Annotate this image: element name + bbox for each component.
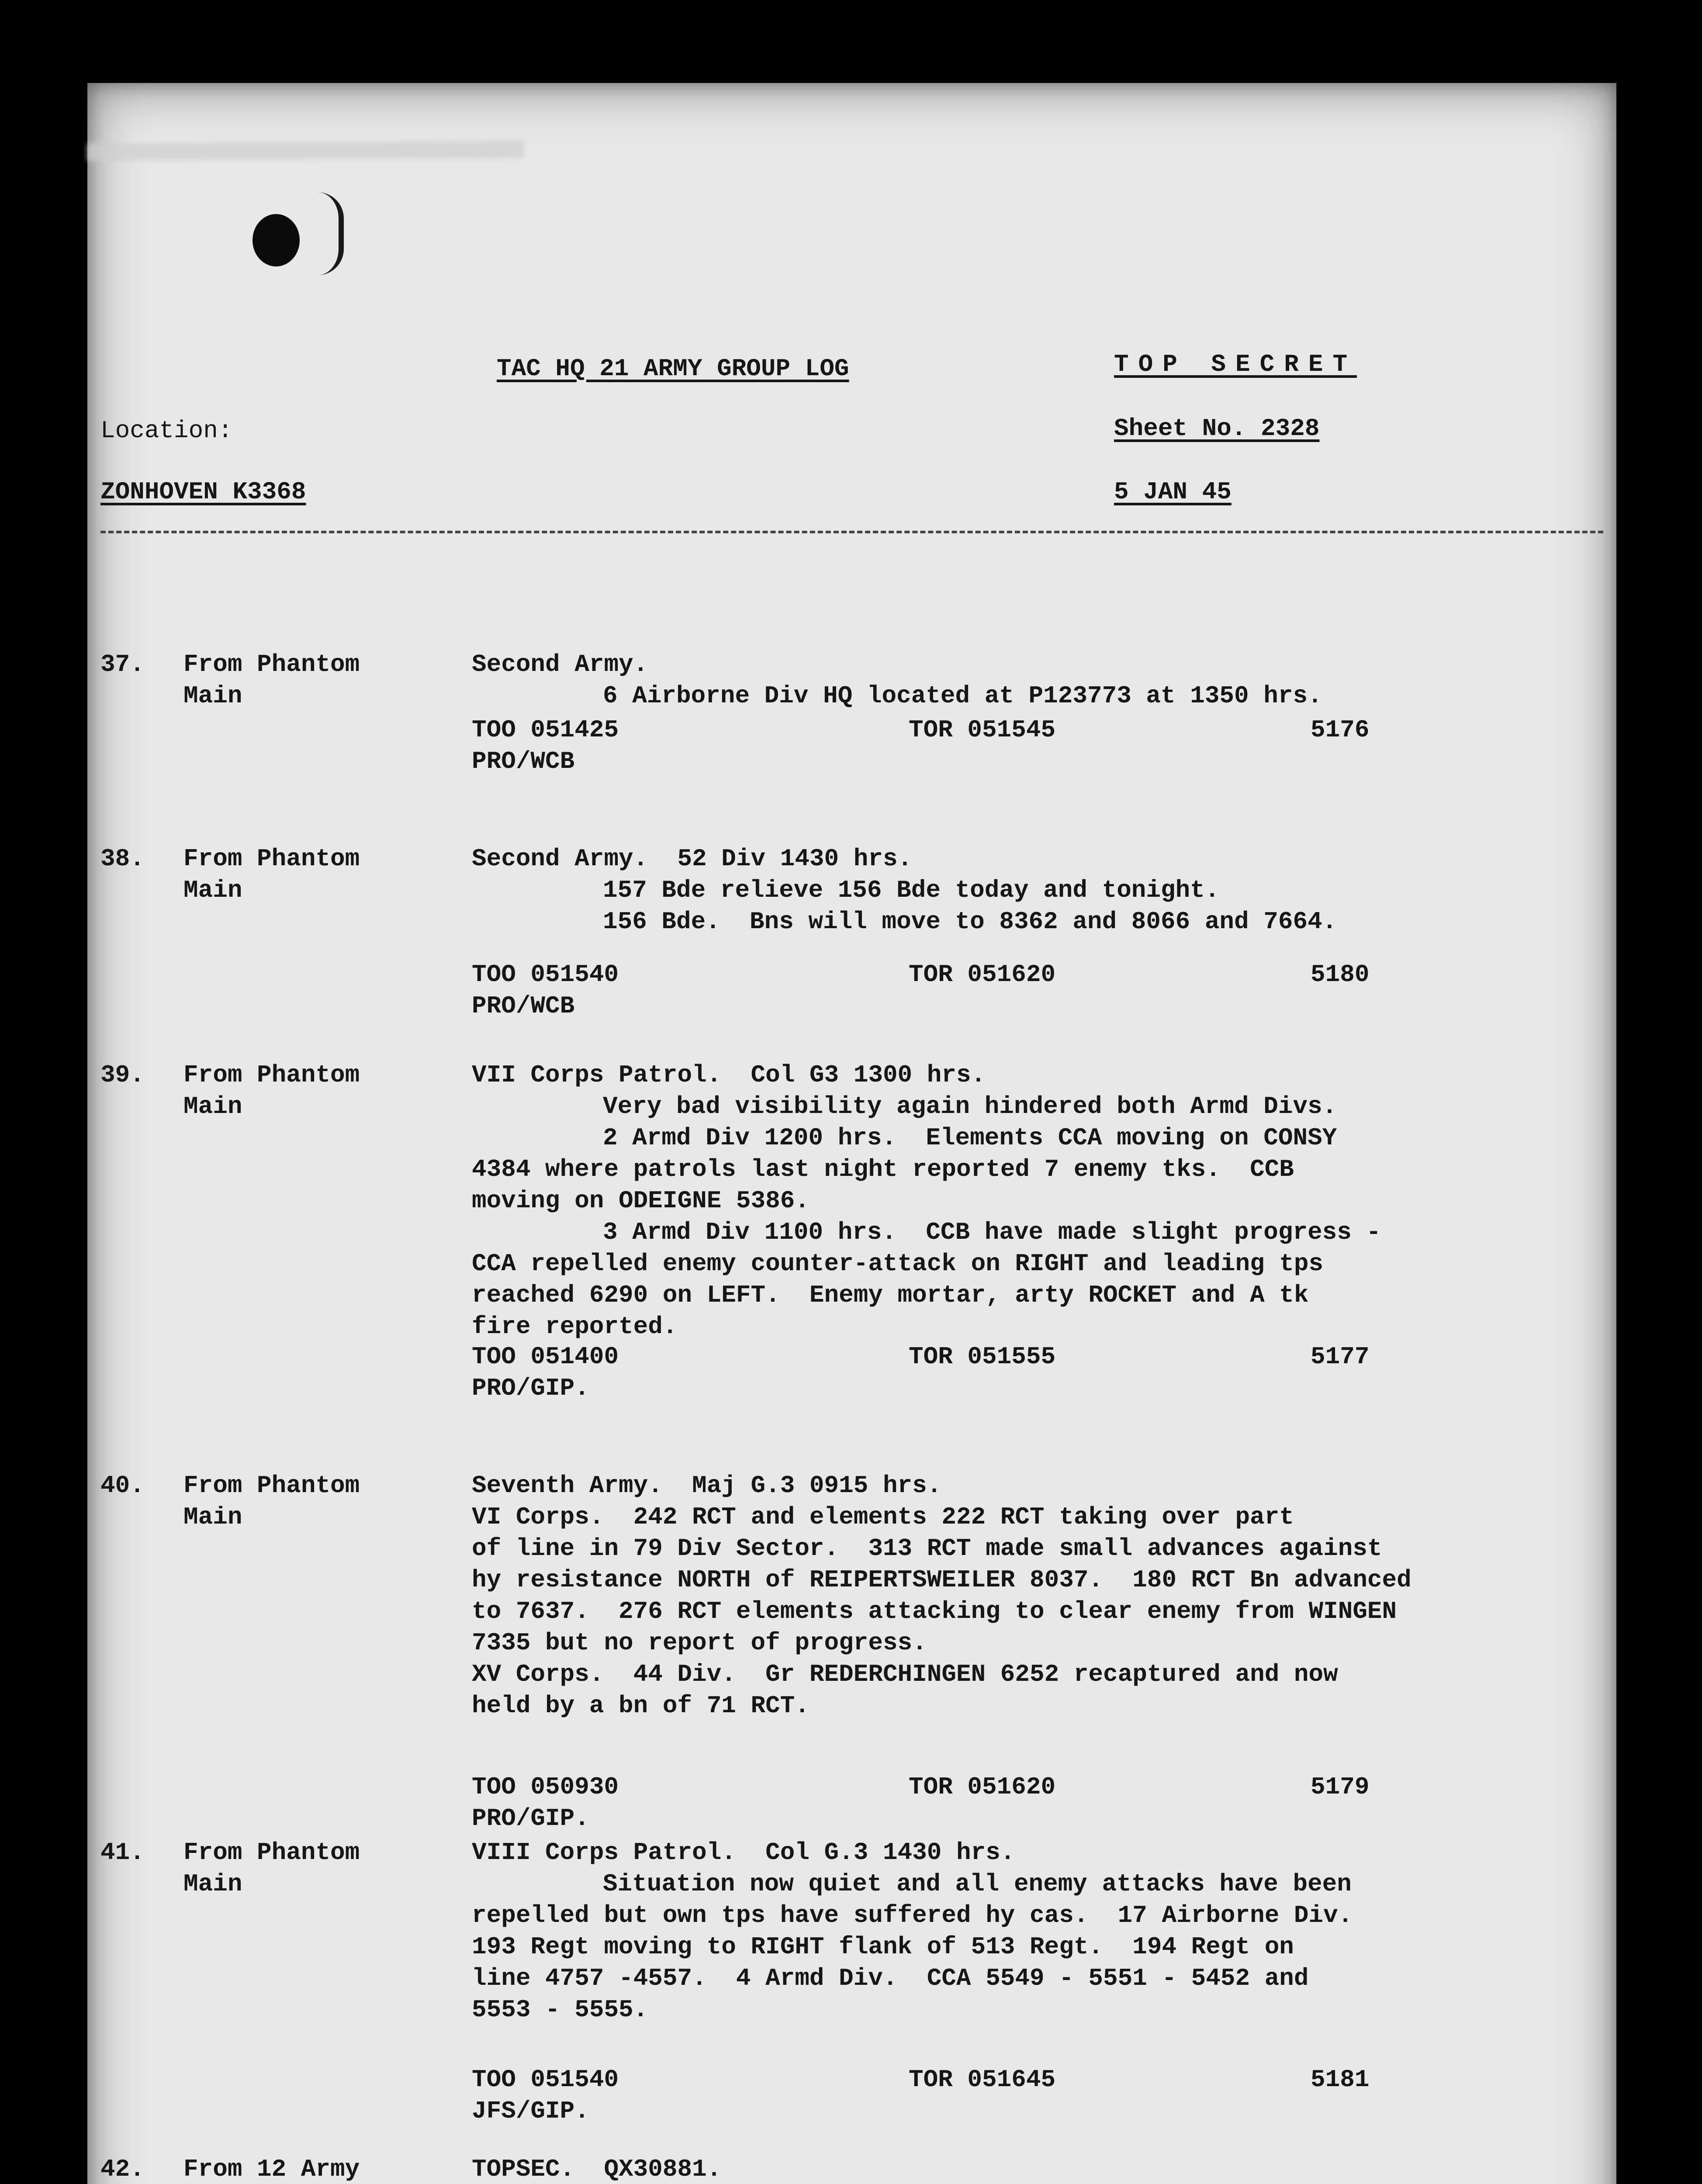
paper-edge-shadow	[87, 141, 524, 161]
entry-number: 40.	[100, 1472, 145, 1500]
log-sheet	[87, 83, 1616, 2184]
entry-source: From Phantom	[183, 1838, 360, 1866]
entry-source: From Phantom	[183, 650, 360, 678]
operator-code: PRO/GIP.	[472, 1804, 589, 1832]
entry-body-line: Second Army.	[472, 650, 648, 678]
entry-number: 38.	[100, 845, 145, 873]
tor-time: TOR 051620	[909, 961, 1056, 988]
entry-body-line: fire reported.	[472, 1313, 678, 1341]
entry-source: From 12 Army	[183, 2155, 360, 2183]
entry-body-line: held by a bn of 71 RCT.	[472, 1692, 809, 1720]
operator-code: PRO/WCB	[472, 747, 575, 775]
entry-number: 42.	[100, 2155, 145, 2183]
operator-code: JFS/GIP.	[472, 2097, 589, 2125]
message-ref: 5181	[1311, 2066, 1370, 2094]
entry-body-line: 4384 where patrols last night reported 7 enemy tks. CCB	[472, 1155, 1294, 1183]
too-time: TOO 051540	[472, 2066, 619, 2094]
entry-source: Main	[183, 682, 242, 710]
entry-body-line: hy resistance NORTH of REIPERTSWEILER 8037. 180 RCT Bn advanced	[472, 1566, 1411, 1594]
entry-body-line: to 7637. 276 RCT elements attacking to clear enemy from WINGEN	[472, 1597, 1397, 1625]
operator-code: PRO/GIP.	[472, 1374, 589, 1402]
entry-body-line: TOPSEC. QX30881.	[472, 2155, 722, 2183]
message-ref: 5176	[1311, 716, 1370, 744]
entry-body-line: VII Corps Patrol. Col G3 1300 hrs.	[472, 1061, 986, 1089]
entry-body-line: VI Corps. 242 RCT and elements 222 RCT taking over part	[472, 1503, 1294, 1531]
too-time: TOO 050930	[472, 1773, 619, 1801]
tor-time: TOR 051555	[909, 1343, 1056, 1371]
entry-source: Main	[183, 876, 242, 904]
message-ref: 5180	[1311, 961, 1370, 988]
message-ref: 5179	[1311, 1773, 1370, 1801]
sheet-number: Sheet No. 2328	[1114, 415, 1320, 442]
tor-time: TOR 051545	[909, 716, 1056, 744]
entry-body-line: moving on ODEIGNE 5386.	[472, 1187, 809, 1215]
entry-source: Main	[183, 1092, 242, 1120]
entry-body-line: 157 Bde relieve 156 Bde today and tonight.	[603, 876, 1220, 904]
entry-body-line: Situation now quiet and all enemy attacks have been	[603, 1870, 1352, 1898]
entry-body-line: 3 Armd Div 1100 hrs. CCB have made slight progress -	[603, 1218, 1381, 1246]
message-ref: 5177	[1311, 1343, 1370, 1371]
margin-mark	[312, 192, 344, 275]
entry-body-line: Seventh Army. Maj G.3 0915 hrs.	[472, 1472, 942, 1500]
entry-body-line: Second Army. 52 Div 1430 hrs.	[472, 845, 913, 873]
log-date: 5 JAN 45	[1114, 478, 1232, 506]
too-time: TOO 051400	[472, 1343, 619, 1371]
entry-source: Main	[183, 1503, 242, 1531]
entry-body-line: line 4757 -4557. 4 Armd Div. CCA 5549 - 5551 - 5452 and	[472, 1964, 1309, 1992]
entry-source: From Phantom	[183, 1061, 360, 1089]
entry-body-line: reached 6290 on LEFT. Enemy mortar, arty ROCKET and A tk	[472, 1281, 1309, 1309]
entry-body-line: 156 Bde. Bns will move to 8362 and 8066 and 7664.	[603, 908, 1337, 936]
entry-number: 41.	[100, 1838, 145, 1866]
log-title: TAC HQ 21 ARMY GROUP LOG	[497, 355, 849, 383]
entry-body-line: CCA repelled enemy counter-attack on RIGHT and leading tps	[472, 1250, 1324, 1278]
entry-body-line: VIII Corps Patrol. Col G.3 1430 hrs.	[472, 1838, 1015, 1866]
entry-source: Main	[183, 1870, 242, 1898]
entry-number: 37.	[100, 650, 145, 678]
entry-source: From Phantom	[183, 1472, 360, 1500]
too-time: TOO 051425	[472, 716, 619, 744]
entry-number: 39.	[100, 1061, 145, 1089]
entry-body-line: 2 Armd Div 1200 hrs. Elements CCA moving on CONSY	[603, 1124, 1337, 1152]
tor-time: TOR 051620	[909, 1773, 1056, 1801]
punch-hole	[253, 214, 300, 266]
tor-time: TOR 051645	[909, 2066, 1056, 2094]
entry-body-line: 193 Regt moving to RIGHT flank of 513 Regt. 194 Regt on	[472, 1933, 1294, 1961]
entry-body-line: repelled but own tps have suffered hy cas. 17 Airborne Div.	[472, 1901, 1353, 1929]
location-value: ZONHOVEN K3368	[100, 478, 306, 506]
entry-body-line: Very bad visibility again hindered both Armd Divs.	[603, 1092, 1337, 1120]
entry-body-line: XV Corps. 44 Div. Gr REDERCHINGEN 6252 recaptured and now	[472, 1660, 1338, 1688]
entry-body-line: of line in 79 Div Sector. 313 RCT made small advances against	[472, 1534, 1382, 1562]
location-label: Location:	[100, 417, 233, 445]
operator-code: PRO/WCB	[472, 992, 575, 1020]
entry-body-line: 6 Airborne Div HQ located at P123773 at 1350 hrs.	[603, 682, 1322, 710]
classification-stamp: TOP SECRET	[1114, 350, 1357, 378]
entry-body-line: 5553 - 5555.	[472, 1996, 648, 2024]
entry-body-line: 7335 but no report of progress.	[472, 1629, 927, 1657]
entry-source: From Phantom	[183, 845, 360, 873]
too-time: TOO 051540	[472, 961, 619, 988]
header-divider	[100, 531, 1603, 533]
